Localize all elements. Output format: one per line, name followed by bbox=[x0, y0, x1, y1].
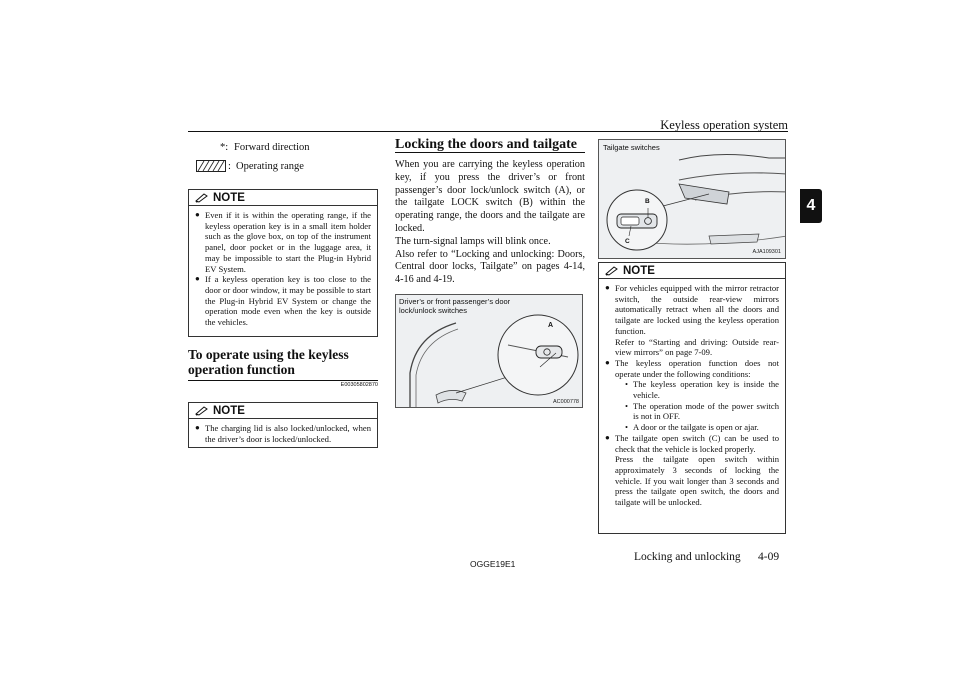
section-title-operate: To operate using the keyless operation function bbox=[188, 347, 349, 377]
condition-item: • The keyless operation key is inside the vehicle. bbox=[625, 379, 779, 401]
note-label: NOTE bbox=[213, 191, 245, 204]
figure-code: AJA109301 bbox=[752, 249, 781, 255]
legend-range bbox=[196, 160, 304, 172]
note-header bbox=[599, 263, 785, 279]
callout-a: A bbox=[548, 322, 554, 329]
condition-item: • The operation mode of the power switch is not in OFF. bbox=[625, 400, 779, 422]
running-header: Keyless operation system bbox=[660, 118, 788, 132]
footer-section: Locking and unlocking bbox=[634, 551, 741, 563]
figure-tailgate-switches bbox=[598, 139, 786, 259]
legend-forward bbox=[220, 142, 310, 153]
legend-symbol: : bbox=[228, 160, 231, 172]
section-rule bbox=[395, 152, 585, 153]
condition-item: • A door or the tailgate is open or ajar. bbox=[625, 422, 759, 433]
header-rule bbox=[188, 131, 788, 132]
footer-code: OGGE19E1 bbox=[470, 559, 516, 569]
section-rule bbox=[188, 380, 378, 381]
note-item: ● If a keyless operation key is too close to the door or door window, it may be possible to start the Plug-in Hybrid EV System or change the operation mode even when the key is outside the vehicles. bbox=[195, 274, 371, 328]
pencil-icon bbox=[605, 265, 619, 276]
note-item: ● For vehicles equipped with the mirror retractor switch, the outside rear-view mirrors automatically retract when all the doors and tailgate are locked using the keyless operation function. Refer to “Starting and driving: Outside rear-view mirrors” on page 7-09. bbox=[605, 283, 779, 358]
paragraph: When you are carrying the keyless operation key, if you press the driver’s or front passenger’s door lock/unlock switch (A), or the tailgate LOCK switch (B) within the operating range, the doors and the tailgate are locked. bbox=[395, 159, 585, 234]
figure-caption: Tailgate switches bbox=[603, 143, 660, 152]
note-item: ● The keyless operation function does not operate under the following conditions: • The keyless operation key is inside the vehicle. • The operation mode of the power switch is not in OFF. • A door or the tailgate is open or ajar. bbox=[605, 357, 779, 433]
legend-text: Operating range bbox=[236, 160, 304, 172]
pencil-icon bbox=[195, 405, 209, 416]
legend-text: Forward direction bbox=[234, 142, 310, 153]
figure-code: AC000778 bbox=[553, 399, 579, 405]
note-item: ● Even if it is within the operating range, if the keyless operation key is in a small item holder such as the glove box, on top of the instrument panel, door pocket or in the luggage area, it may be impossible to start the Plug-in Hybrid EV System. bbox=[195, 210, 371, 274]
section-title-locking: Locking the doors and tailgate bbox=[395, 137, 578, 152]
locking-body bbox=[395, 159, 585, 287]
note-label: NOTE bbox=[213, 404, 245, 417]
note-header bbox=[189, 190, 377, 206]
paragraph: Also refer to “Locking and unlocking: Doors, Central door locks, Tailgate” on pages 4-14, 4-16 and 4-19. bbox=[395, 248, 585, 286]
note-box-tailgate bbox=[598, 262, 786, 534]
callout-c: C bbox=[625, 238, 630, 245]
note-label: NOTE bbox=[623, 264, 655, 277]
paragraph: The turn-signal lamps will blink once. bbox=[395, 235, 551, 247]
page-number: 4-09 bbox=[758, 551, 780, 563]
note-header bbox=[189, 403, 377, 419]
section-code: E00305802870 bbox=[340, 382, 378, 388]
figure-door-switch bbox=[395, 294, 583, 408]
note-box-operating-range bbox=[188, 189, 378, 337]
pencil-icon bbox=[195, 192, 209, 203]
note-item: ● The charging lid is also locked/unlocked, when the driver’s door is locked/unlocked. bbox=[195, 423, 371, 444]
note-item: ● The tailgate open switch (C) can be used to check that the vehicle is locked properly. Press the tailgate open switch within approximately 3 seconds of locking the vehicle. If you wait longer than 3 seconds and press the tailgate open switch, the doors and tailgate will be unlocked. bbox=[605, 432, 779, 508]
legend-symbol: *: bbox=[220, 142, 229, 153]
chapter-tab: 4 bbox=[800, 189, 822, 223]
note-box-charging-lid bbox=[188, 402, 378, 448]
hatch-swatch-icon bbox=[196, 160, 226, 172]
callout-b: B bbox=[645, 198, 650, 205]
figure-caption: Driver’s or front passenger’s door lock/unlock switches bbox=[399, 297, 511, 315]
